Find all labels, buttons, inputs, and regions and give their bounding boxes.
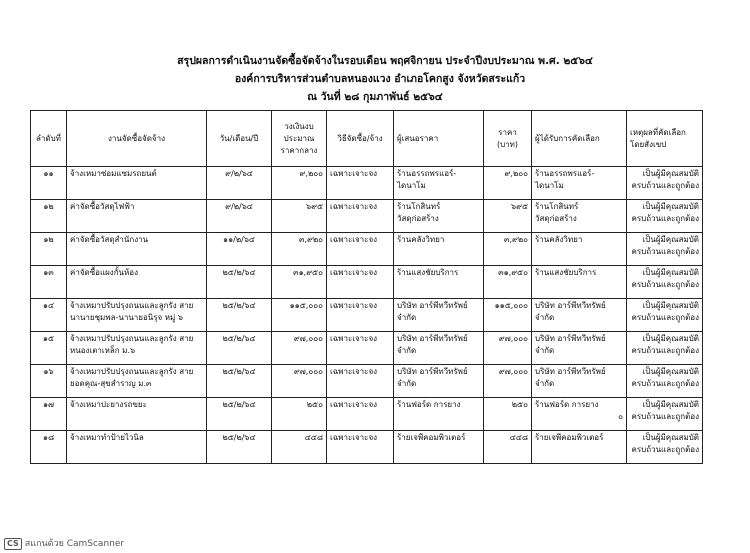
- cell-price-line: ๙,๒๐๐: [504, 169, 528, 178]
- cell-budget-line: ๙,๒๐๐: [299, 169, 323, 178]
- cell-price-line: ๑๑๕,๐๐๐: [494, 301, 528, 310]
- cell-bidder: [394, 266, 484, 299]
- cell-budget: [272, 233, 327, 266]
- cell-bidder: [394, 299, 484, 332]
- cell-bidder-line: จำกัด: [397, 346, 417, 355]
- cell-budget: [272, 332, 327, 365]
- cell-reason: [627, 398, 703, 431]
- cell-price: [484, 332, 532, 365]
- cell-bidder: [394, 431, 484, 464]
- cell-date: [207, 200, 272, 233]
- table-header-row: [31, 111, 703, 167]
- cell-method: [327, 266, 394, 299]
- cell-reason-line: ครบถ้วนและถูกต้อง: [631, 247, 699, 256]
- cell-work-line: จ้างเหมาปรับปรุงถนนและลูกรัง สาย: [70, 334, 194, 343]
- cell-budget: [272, 299, 327, 332]
- cell-winner-line: จำกัด: [535, 379, 555, 388]
- cell-work: [67, 398, 207, 431]
- cell-reason-line: เป็นผู้มีคุณสมบัติ: [642, 334, 699, 343]
- cell-price: [484, 233, 532, 266]
- cell-reason-line: เป็นผู้มีคุณสมบัติ: [642, 433, 699, 442]
- cell-reason-line: ครบถ้วนและถูกต้อง: [631, 181, 699, 190]
- cell-winner: [532, 332, 627, 365]
- cell-bidder: [394, 365, 484, 398]
- cell-reason-line: เป็นผู้มีคุณสมบัติ: [642, 235, 699, 244]
- cell-date: [207, 167, 272, 200]
- cell-price: [484, 431, 532, 464]
- cell-method-line: เฉพาะเจาะจง: [330, 235, 378, 244]
- cell-bidder-line: บริษัท อาร์พีทวีทรัพย์: [397, 367, 468, 376]
- cell-date: [207, 299, 272, 332]
- cell-budget: [272, 167, 327, 200]
- cell-price-line: ๔๔๘: [509, 433, 528, 442]
- cell-reason: [627, 332, 703, 365]
- cell-reason: [627, 200, 703, 233]
- cell-date-line: ๒๕/๒/๖๔: [222, 400, 256, 409]
- cell-winner-line: ร้ายเจพีคอมพิวเตอร์: [535, 433, 604, 442]
- cell-reason-line: เป็นผู้มีคุณสมบัติ: [642, 301, 699, 310]
- cell-bidder-line: จำกัด: [397, 313, 417, 322]
- cell-reason-line: ครบถ้วนและถูกต้อง: [631, 280, 699, 289]
- cell-winner-line: ไดนาโม: [535, 181, 564, 190]
- cell-method: [327, 233, 394, 266]
- cell-method-line: เฉพาะเจาะจง: [330, 334, 378, 343]
- cell-winner: [532, 365, 627, 398]
- cell-no-line: ๑๖: [43, 367, 54, 376]
- col-header-reason: เหตุผลที่คัดเลือกโดยสังเขป: [627, 111, 703, 167]
- cell-date: [207, 365, 272, 398]
- report-title: สรุปผลการดำเนินงานจัดซื้อจัดจ้างในรอบเดือน พฤศจิกายน ประจำปีงบประมาณ พ.ศ. ๒๕๖๔: [177, 55, 593, 67]
- cell-bidder: [394, 167, 484, 200]
- cell-reason-line: ครบถ้วนและถูกต้อง: [631, 412, 699, 421]
- cell-bidder-line: วัสดุก่อสร้าง: [397, 214, 439, 223]
- cell-no-line: ๑๔: [42, 301, 55, 310]
- cell-no-line: ๑๒: [43, 202, 54, 211]
- cell-budget: [272, 266, 327, 299]
- cell-price: [484, 398, 532, 431]
- cell-date: [207, 431, 272, 464]
- cell-work-line: จ้างเหมาซ่อมแซมรถยนต์: [70, 169, 157, 178]
- table-row: [31, 233, 703, 266]
- camscanner-logo-icon: CS: [4, 538, 22, 550]
- cell-work-line: จ้างเหมาทำป้ายไวนิล: [70, 433, 144, 442]
- cell-method: [327, 398, 394, 431]
- cell-budget-line: ๓,๙๒๐: [298, 235, 323, 244]
- cell-reason: [627, 233, 703, 266]
- cell-winner-line: วัสดุก่อสร้าง: [535, 214, 577, 223]
- cell-winner: [532, 299, 627, 332]
- cell-work: [67, 431, 207, 464]
- cell-price-line: ๓,๙๒๐: [503, 235, 528, 244]
- cell-price-line: ๒๕๐: [511, 400, 528, 409]
- cell-winner-line: จำกัด: [535, 313, 555, 322]
- table-row: [31, 398, 703, 431]
- scanner-watermark: [4, 536, 124, 550]
- cell-reason-line: ครบถ้วนและถูกต้อง: [631, 379, 699, 388]
- cell-method: [327, 167, 394, 200]
- cell-method-line: เฉพาะเจาะจง: [330, 367, 378, 376]
- cell-winner-line: จำกัด: [535, 346, 555, 355]
- cell-budget: [272, 431, 327, 464]
- cell-work: [67, 200, 207, 233]
- cell-reason: [627, 167, 703, 200]
- cell-work: [67, 233, 207, 266]
- cell-price-line: ๓๑,๙๕๐: [498, 268, 528, 277]
- cell-bidder-line: จำกัด: [397, 379, 417, 388]
- cell-winner-line: ร้านฟอร์ด การยาง: [535, 400, 599, 409]
- cell-method: [327, 299, 394, 332]
- cell-method-line: เฉพาะเจาะจง: [330, 433, 378, 442]
- cell-work: [67, 299, 207, 332]
- cell-method: [327, 200, 394, 233]
- cell-bidder-line: ร้านคลังวิทยา: [397, 235, 445, 244]
- table-row: [31, 365, 703, 398]
- cell-reason-line: เป็นผู้มีคุณสมบัติ: [642, 400, 699, 409]
- cell-bidder-line: ร้านแสงชัยบริการ: [397, 268, 459, 277]
- cell-date-line: ๙/๒/๖๔: [225, 169, 253, 178]
- cell-budget-line: ๙๗,๐๐๐: [293, 367, 323, 376]
- cell-no: [31, 233, 67, 266]
- document-header: [0, 52, 750, 106]
- cell-no: [31, 299, 67, 332]
- cell-reason-line: เป็นผู้มีคุณสมบัติ: [642, 268, 699, 277]
- cell-method-line: เฉพาะเจาะจง: [330, 169, 378, 178]
- cell-method-line: เฉพาะเจาะจง: [330, 202, 378, 211]
- cell-no: [31, 266, 67, 299]
- cell-work: [67, 365, 207, 398]
- cell-reason-line: ครบถ้วนและถูกต้อง: [631, 445, 699, 454]
- cell-date-line: ๒๕/๒/๖๔: [222, 301, 256, 310]
- cell-price: [484, 365, 532, 398]
- cell-no-line: ๑๓: [43, 268, 54, 277]
- cell-winner-line: ร้านอรรถพรแอร์-: [535, 169, 595, 178]
- cell-method: [327, 365, 394, 398]
- cell-bidder: [394, 332, 484, 365]
- cell-reason: [627, 266, 703, 299]
- cell-winner: [532, 431, 627, 464]
- cell-work-line: จ้างเหมาปะยางรถขยะ: [70, 400, 147, 409]
- cell-method-line: เฉพาะเจาะจง: [330, 301, 378, 310]
- cell-reason-line: เป็นผู้มีคุณสมบัติ: [642, 169, 699, 178]
- report-date: ณ วันที่ ๒๘ กุมภาพันธ์ ๒๕๖๔: [307, 91, 443, 103]
- cell-budget-line: ๔๔๘: [304, 433, 323, 442]
- cell-budget-line: ๓๑,๙๕๐: [293, 268, 323, 277]
- cell-no: [31, 365, 67, 398]
- cell-budget: [272, 200, 327, 233]
- col-header-bidders: ผู้เสนอราคา: [394, 111, 484, 167]
- cell-bidder-line: ร้านอรรถพรแอร์-: [397, 169, 457, 178]
- cell-date-line: ๒๕/๒/๖๔: [222, 268, 256, 277]
- cell-bidder-line: ไดนาโม: [397, 181, 426, 190]
- cell-winner-line: บริษัท อาร์พีทวีทรัพย์: [535, 301, 606, 310]
- cell-work-line: ยอดคุณ-สุขสำราญ ม.๓: [70, 379, 152, 388]
- cell-date-line: ๒๕/๒/๖๔: [222, 367, 256, 376]
- cell-no-line: ๑๗: [42, 400, 55, 409]
- col-header-budget: วงเงินงบประมาณราคากลาง: [272, 111, 327, 167]
- cell-winner-line: ร้านแสงชัยบริการ: [535, 268, 597, 277]
- cell-reason-line: ครบถ้วนและถูกต้อง: [631, 214, 699, 223]
- cell-no-line: ๑๑: [43, 169, 54, 178]
- cell-price: [484, 299, 532, 332]
- cell-reason-line: ครบถ้วนและถูกต้อง: [631, 346, 699, 355]
- table-row: [31, 332, 703, 365]
- cell-date: [207, 233, 272, 266]
- cell-no-line: ๑๘: [42, 433, 55, 442]
- cell-bidder-line: ร้านฟอร์ด การยาง: [397, 400, 461, 409]
- cell-price-line: ๖๙๕: [511, 202, 528, 211]
- cell-winner-line: บริษัท อาร์พีทวีทรัพย์: [535, 367, 606, 376]
- cell-budget: [272, 398, 327, 431]
- table-row: [31, 266, 703, 299]
- cell-method: [327, 332, 394, 365]
- cell-work-line: ค่าจัดซื้อวัสดุสำนักงาน: [70, 235, 149, 244]
- cell-date: [207, 266, 272, 299]
- cell-work-line: ค่าจัดซื้อวัสดุไฟฟ้า: [70, 202, 135, 211]
- cell-date-line: ๒๕/๒/๖๔: [222, 433, 256, 442]
- cell-winner-line: ๐: [618, 412, 623, 421]
- col-header-no: ลำดับที่: [31, 111, 67, 167]
- cell-no: [31, 332, 67, 365]
- cell-budget-line: ๑๑๕,๐๐๐: [289, 301, 323, 310]
- col-header-price: ราคา (บาท): [484, 111, 532, 167]
- cell-bidder: [394, 398, 484, 431]
- cell-no: [31, 398, 67, 431]
- cell-budget-line: ๙๗,๐๐๐: [293, 334, 323, 343]
- cell-budget-line: ๒๕๐: [306, 400, 323, 409]
- cell-date-line: ๙/๒/๖๔: [225, 202, 253, 211]
- col-header-date: วัน/เดือน/ปี: [207, 111, 272, 167]
- cell-no: [31, 431, 67, 464]
- cell-work-line: หนองเตาเหล็ก ม.๖: [70, 346, 136, 355]
- cell-no-line: ๑๕: [42, 334, 55, 343]
- cell-winner: [532, 200, 627, 233]
- cell-price: [484, 167, 532, 200]
- table-row: [31, 167, 703, 200]
- cell-date: [207, 398, 272, 431]
- cell-method-line: เฉพาะเจาะจง: [330, 268, 378, 277]
- col-header-work: งานจัดซื้อจัดจ้าง: [67, 111, 207, 167]
- cell-winner: [532, 266, 627, 299]
- cell-winner: [532, 233, 627, 266]
- cell-winner-line: ร้านคลังวิทยา: [535, 235, 583, 244]
- cell-bidder-line: บริษัท อาร์พีทวีทรัพย์: [397, 334, 468, 343]
- cell-reason-line: เป็นผู้มีคุณสมบัติ: [642, 367, 699, 376]
- cell-reason-line: ครบถ้วนและถูกต้อง: [631, 313, 699, 322]
- cell-reason: [627, 431, 703, 464]
- col-header-method: วิธีจัดซื้อ/จ้าง: [327, 111, 394, 167]
- cell-winner: [532, 167, 627, 200]
- cell-date-line: ๒๕/๒/๖๔: [222, 334, 256, 343]
- cell-work-line: นานายชุมพล-นานายอนิรุจ หมู่ ๖: [70, 313, 183, 322]
- cell-bidder-line: ร้านโกสินทร์: [397, 202, 441, 211]
- cell-no: [31, 167, 67, 200]
- cell-winner-line: บริษัท อาร์พีทวีทรัพย์: [535, 334, 606, 343]
- cell-price-line: ๙๗,๐๐๐: [498, 334, 528, 343]
- cell-price: [484, 200, 532, 233]
- cell-work-line: ค่าจัดซื้อแผงกั้นห้อง: [70, 268, 139, 277]
- cell-bidder-line: ร้ายเจพีคอมพิวเตอร์: [397, 433, 466, 442]
- cell-date: [207, 332, 272, 365]
- cell-reason-line: เป็นผู้มีคุณสมบัติ: [642, 202, 699, 211]
- cell-price-line: ๙๗,๐๐๐: [498, 367, 528, 376]
- procurement-table: [30, 110, 703, 464]
- organization-name: องค์การบริหารส่วนตำบลหนองแวง อำเภอโคกสูง จังหวัดสระแก้ว: [234, 73, 526, 85]
- cell-winner: [532, 398, 627, 431]
- cell-reason: [627, 365, 703, 398]
- scanner-text: สแกนด้วย CamScanner: [24, 539, 125, 549]
- cell-bidder-line: บริษัท อาร์พีทวีทรัพย์: [397, 301, 468, 310]
- cell-price: [484, 266, 532, 299]
- cell-reason: [627, 299, 703, 332]
- cell-budget-line: ๖๙๕: [306, 202, 323, 211]
- table-row: [31, 200, 703, 233]
- cell-bidder: [394, 233, 484, 266]
- cell-work-line: จ้างเหมาปรับปรุงถนนและลูกรัง สาย: [70, 301, 194, 310]
- cell-work-line: จ้างเหมาปรับปรุงถนนและลูกรัง สาย: [70, 367, 194, 376]
- cell-work: [67, 167, 207, 200]
- table-row: [31, 431, 703, 464]
- cell-date-line: ๑๑/๒/๖๔: [223, 235, 255, 244]
- table-row: [31, 299, 703, 332]
- cell-no-line: ๑๒: [43, 235, 54, 244]
- cell-work: [67, 266, 207, 299]
- cell-work: [67, 332, 207, 365]
- col-header-winner: ผู้ได้รับการคัดเลือก: [532, 111, 627, 167]
- cell-winner-line: ร้านโกสินทร์: [535, 202, 579, 211]
- cell-method-line: เฉพาะเจาะจง: [330, 400, 378, 409]
- cell-method: [327, 431, 394, 464]
- cell-bidder: [394, 200, 484, 233]
- cell-budget: [272, 365, 327, 398]
- cell-no: [31, 200, 67, 233]
